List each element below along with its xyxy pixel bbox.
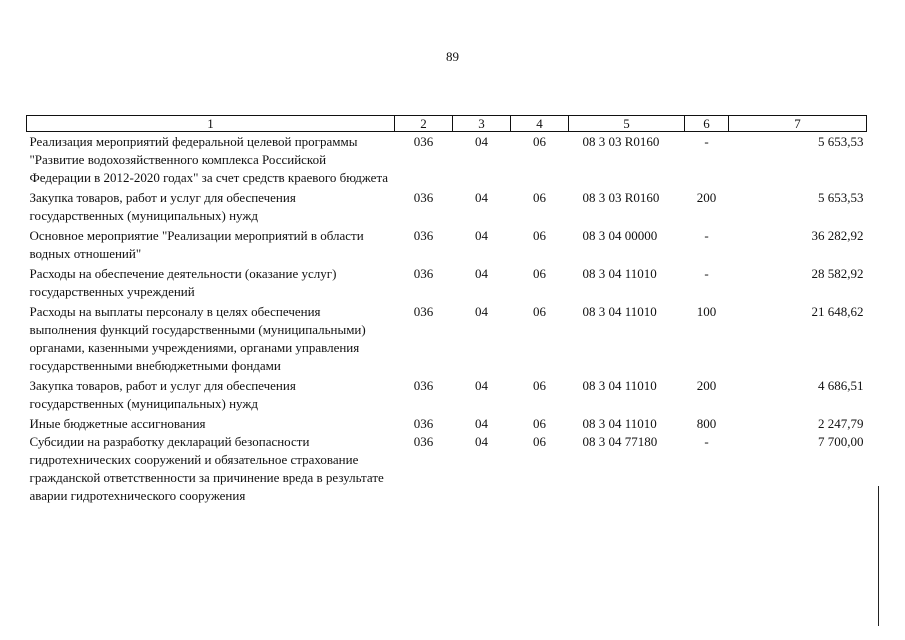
row-name: Закупка товаров, работ и услуг для обеспечения государственных (муниципальных) нужд [29, 190, 296, 223]
row-section: 04 [475, 228, 488, 243]
row-name: Реализация мероприятий федеральной целевой программы "Развитие водохозяйственного комплекса Российской Федерации в 2012-2020 годах" за счет средств краевого бюджета [29, 134, 389, 185]
row-sum: 5 653,53 [818, 134, 864, 149]
table-row [27, 301, 867, 375]
row-expense-type: 200 [696, 378, 717, 393]
row-section: 04 [475, 434, 488, 449]
table-row [27, 187, 867, 225]
row-expense-type: 800 [696, 416, 717, 431]
header-col-2: 2 [395, 116, 453, 132]
table-row [27, 132, 867, 188]
row-target-code: 08 3 04 11010 [582, 266, 657, 281]
page-number: 89 [446, 49, 459, 64]
table-row [27, 413, 867, 433]
row-subsection: 06 [533, 378, 546, 393]
row-name: Закупка товаров, работ и услуг для обеспечения государственных (муниципальных) нужд [29, 378, 296, 411]
row-section: 04 [475, 266, 488, 281]
row-ministry: 036 [413, 416, 434, 431]
row-sum: 4 686,51 [818, 378, 864, 393]
row-subsection: 06 [533, 416, 546, 431]
row-ministry: 036 [413, 304, 434, 319]
row-subsection: 06 [533, 304, 546, 319]
row-ministry: 036 [413, 378, 434, 393]
row-name: Расходы на обеспечение деятельности (оказание услуг) государственных учреждений [29, 266, 337, 299]
table-header-row [27, 116, 867, 132]
row-sum: 28 582,92 [811, 266, 864, 281]
row-ministry: 036 [413, 228, 434, 243]
row-section: 04 [475, 416, 488, 431]
scan-edge-line [878, 486, 879, 626]
row-subsection: 06 [533, 434, 546, 449]
row-section: 04 [475, 304, 488, 319]
row-target-code: 08 3 04 77180 [582, 434, 658, 449]
row-name: Основное мероприятие "Реализации мероприятий в области водных отношений" [29, 228, 364, 261]
row-ministry: 036 [413, 266, 434, 281]
row-name: Иные бюджетные ассигнования [29, 416, 206, 431]
row-sum: 5 653,53 [818, 190, 864, 205]
row-sum: 7 700,00 [818, 434, 864, 449]
row-expense-type: 100 [696, 304, 717, 319]
table-row [27, 375, 867, 413]
row-sum: 36 282,92 [811, 228, 864, 243]
row-ministry: 036 [413, 434, 434, 449]
row-target-code: 08 3 04 00000 [582, 228, 658, 243]
row-expense-type: 200 [696, 190, 717, 205]
header-col-6: 6 [685, 116, 729, 132]
row-expense-type: - [704, 134, 709, 149]
row-expense-type: - [704, 434, 709, 449]
row-name: Субсидии на разработку деклараций безопасности гидротехнических сооружений и обязательное страхование гражданской ответственности за причинение вреда в результате аварии гидротехнического сооружения [29, 434, 384, 503]
header-col-5: 5 [569, 116, 685, 132]
header-col-4: 4 [511, 116, 569, 132]
row-section: 04 [475, 134, 488, 149]
row-section: 04 [475, 378, 488, 393]
row-target-code: 08 3 04 11010 [582, 416, 657, 431]
row-sum: 2 247,79 [818, 416, 864, 431]
table-row [27, 263, 867, 301]
row-target-code: 08 3 03 R0160 [582, 190, 660, 205]
header-col-3: 3 [453, 116, 511, 132]
row-expense-type: - [704, 228, 709, 243]
row-target-code: 08 3 03 R0160 [582, 134, 660, 149]
row-target-code: 08 3 04 11010 [582, 378, 657, 393]
row-ministry: 036 [413, 190, 434, 205]
row-sum: 21 648,62 [811, 304, 864, 319]
header-col-1: 1 [27, 116, 395, 132]
row-subsection: 06 [533, 228, 546, 243]
budget-table [26, 115, 867, 505]
table-row [27, 433, 867, 505]
row-subsection: 06 [533, 134, 546, 149]
row-ministry: 036 [413, 134, 434, 149]
row-expense-type: - [704, 266, 709, 281]
table-row [27, 225, 867, 263]
row-name: Расходы на выплаты персоналу в целях обеспечения выполнения функций государственными (муниципальными) органами, казенными учреждениями, органами управления государственными внебюджетными фондами [29, 304, 366, 373]
row-subsection: 06 [533, 266, 546, 281]
row-subsection: 06 [533, 190, 546, 205]
row-section: 04 [475, 190, 488, 205]
row-target-code: 08 3 04 11010 [582, 304, 657, 319]
header-col-7: 7 [729, 116, 867, 132]
